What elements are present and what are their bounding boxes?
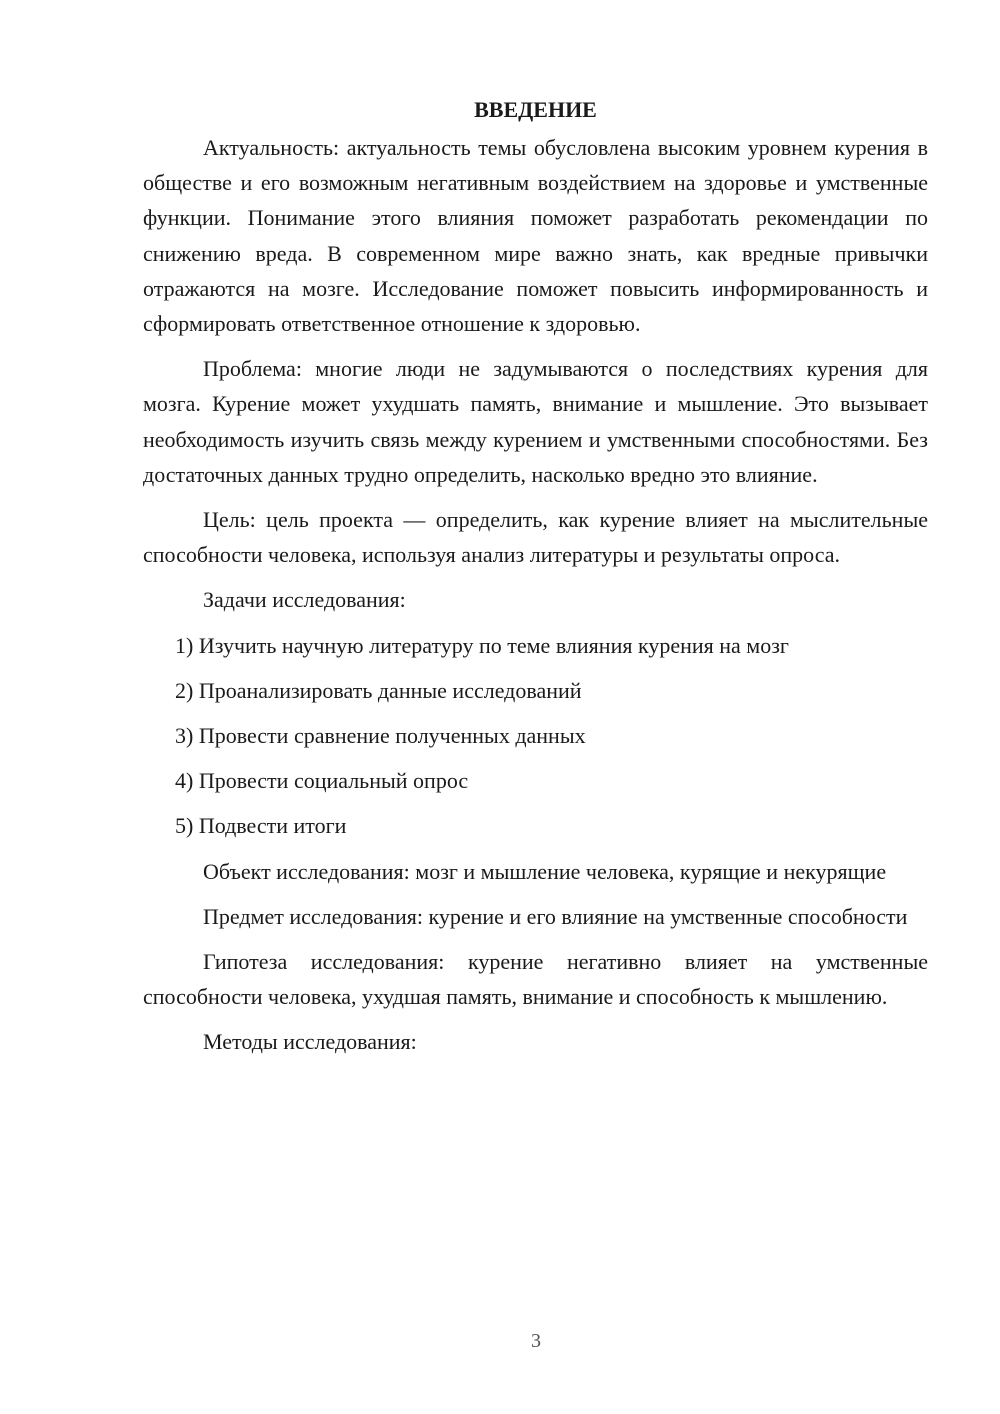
hypothesis-paragraph: Гипотеза исследования: курение негативно влияет на умственные способности человека, ухудшая память, внимание и способность к мышлению. — [143, 949, 928, 1010]
problem-paragraph: Проблема: многие люди не задумываются о последствиях курения для мозга. Курение может ухудшать память, внимание и мышление. Это вызывает необходимость изучить связь между курением и умственными способностями. Без достаточных данных трудно определить, насколько вредно это влияние. — [143, 356, 928, 487]
list-item: 3) Провести сравнение полученных данных — [175, 723, 586, 749]
page-title: ВВЕДЕНИЕ — [474, 97, 597, 122]
document-page — [143, 92, 928, 1070]
tasks-heading: Задачи исследования: — [203, 587, 406, 613]
list-item: 2) Проанализировать данные исследований — [175, 677, 582, 703]
list-item: 1) Изучить научную литературу по теме влияния курения на мозг — [175, 632, 789, 658]
list-item: 4) Провести социальный опрос — [175, 768, 469, 794]
relevance-paragraph: Актуальность: актуальность темы обусловлена высоким уровнем курения в обществе и его возможным негативным воздействием на здоровье и умственные функции. Понимание этого влияния поможет разработать рекомендации по снижению вреда. В современном мире важно знать, как вредные привычки отражаются на мозге. Исследование поможет повысить информированность и сформировать ответственное отношение к здоровью. — [143, 135, 928, 337]
methods-heading: Методы исследования: — [203, 1029, 417, 1055]
object-paragraph: Объект исследования: мозг и мышление человека, курящие и некурящие — [203, 858, 887, 884]
list-item: 5) Подвести итоги — [175, 813, 347, 839]
tasks-list — [143, 628, 928, 844]
goal-paragraph: Цель: цель проекта — определить, как курение влияет на мыслительные способности человека, используя анализ литературы и результаты опроса. — [143, 507, 928, 568]
subject-paragraph: Предмет исследования: курение и его влияние на умственные способности — [203, 903, 908, 929]
page-number: 3 — [531, 1330, 541, 1352]
